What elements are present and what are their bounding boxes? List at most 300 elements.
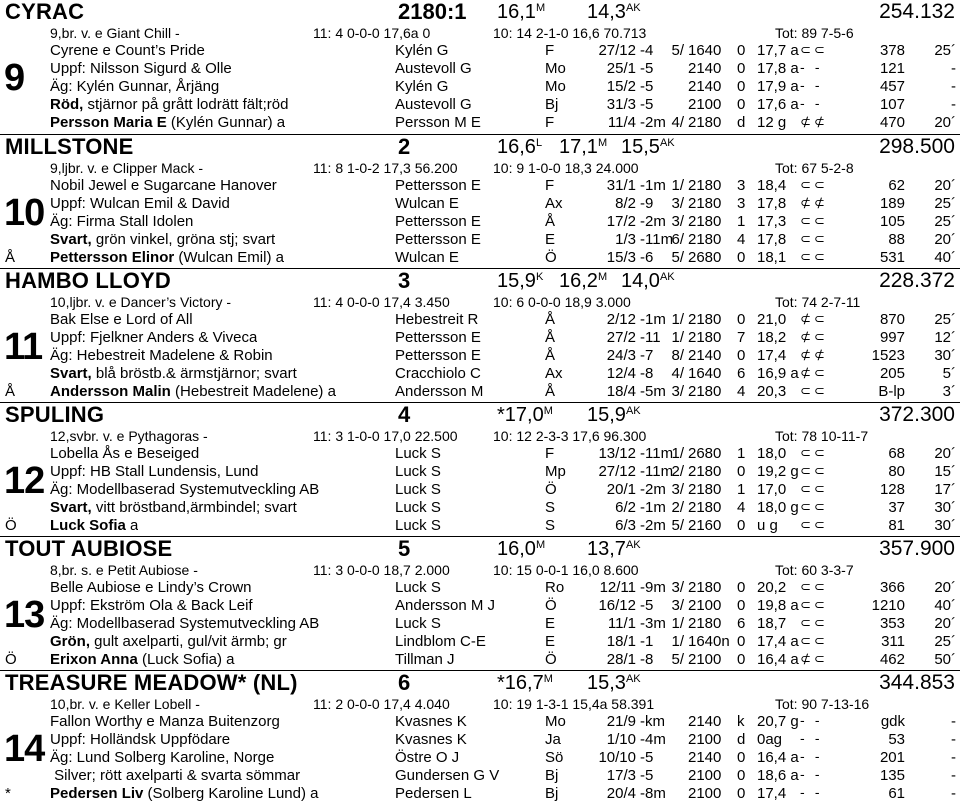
- placement: 6: [737, 615, 746, 632]
- start-row: [0, 731, 960, 749]
- prize: 25´: [934, 42, 956, 59]
- placement: 6: [737, 365, 746, 382]
- start-date: 15/2: [606, 78, 636, 95]
- record-time: 14,0: [621, 270, 660, 292]
- race-info: -8m: [640, 785, 666, 802]
- row-label-bold: Andersson Malin: [50, 383, 171, 400]
- placement: 4: [737, 231, 746, 248]
- shoe-info: ⊂⊂: [800, 214, 828, 229]
- record: [497, 135, 559, 159]
- start-row: [0, 713, 960, 731]
- track: F: [545, 445, 555, 462]
- start-post: 5/: [671, 651, 684, 668]
- odds: 462: [879, 651, 905, 668]
- prize: 50´: [934, 651, 956, 668]
- start-date: 13/12: [598, 445, 636, 462]
- horse-header: [0, 537, 960, 561]
- km-time: u g: [757, 517, 778, 534]
- horse-name: MILLSTONE: [5, 134, 134, 159]
- driver: Cracchiolo C: [395, 365, 481, 382]
- record-type: M: [543, 673, 553, 685]
- stats-2010: 10: 19 1-3-1 15,4a 58.391: [493, 696, 655, 712]
- driver: Pettersson E: [395, 177, 481, 194]
- race-info: -1m: [640, 499, 666, 516]
- distance: 2100: [688, 651, 722, 668]
- race-info: -5: [640, 60, 654, 77]
- odds: 81: [888, 517, 905, 534]
- start-post: 3/: [671, 383, 684, 400]
- driver: Luck S: [395, 517, 441, 534]
- start-date: 8/2: [615, 195, 636, 212]
- km-time: 0ag: [757, 731, 783, 748]
- km-time: 17,8 a: [757, 60, 799, 77]
- prize: 25´: [934, 311, 956, 328]
- driver: Luck S: [395, 481, 441, 498]
- program-number: 11: [4, 326, 43, 368]
- row-label-text: Lobella Ås e Beseiged: [50, 445, 200, 462]
- km-time: 16,4 a: [757, 651, 799, 668]
- start-date: 12/11: [599, 579, 636, 596]
- program-number: 9: [4, 57, 25, 99]
- prize: -: [951, 731, 956, 748]
- row-label: [50, 383, 336, 401]
- track: Å: [545, 347, 556, 364]
- row-label-text: Uppf: Nilsson Sigurd & Olle: [50, 60, 232, 77]
- start-date: 11/1: [607, 615, 636, 632]
- km-time: 18,7: [757, 615, 787, 632]
- row-label: [50, 329, 257, 347]
- track: E: [545, 231, 556, 248]
- start-row: [0, 463, 960, 481]
- driver: Pettersson E: [395, 213, 481, 230]
- prize: -: [951, 749, 956, 766]
- record-type: M: [597, 271, 608, 283]
- odds: 80: [888, 463, 905, 480]
- track: E: [545, 615, 556, 632]
- record-list: [497, 135, 683, 159]
- prize: 20´: [934, 231, 956, 248]
- program-number: 13: [4, 594, 45, 636]
- race-info: -8: [640, 651, 654, 668]
- prize: 30´: [934, 347, 956, 364]
- km-time: 12 g: [757, 114, 787, 131]
- stats-total: Tot: 89 7-5-6: [775, 25, 854, 41]
- row-label: [50, 785, 319, 803]
- start-date: 28/1: [606, 651, 636, 668]
- distance: 2140: [688, 713, 722, 730]
- row-label: [50, 195, 230, 213]
- row-label-text: Äg: Kylén Gunnar, Årjäng: [50, 78, 220, 95]
- shoe-info: - -: [800, 768, 823, 783]
- placement: 0: [737, 463, 746, 480]
- distance: 2140: [688, 749, 722, 766]
- start-number: 2180:1: [398, 0, 467, 24]
- distance: 2180: [688, 213, 722, 230]
- record: [621, 269, 683, 293]
- prize: -: [951, 60, 956, 77]
- start-date: 11/4: [607, 114, 636, 131]
- placement: 0: [737, 42, 746, 59]
- distance: 2160: [688, 517, 722, 534]
- start-row: [0, 78, 960, 96]
- horse-entry: [0, 536, 960, 670]
- record-time: 15,3: [587, 672, 626, 694]
- race-info: -5m: [640, 383, 666, 400]
- row-label-bold: Svart,: [50, 365, 92, 382]
- odds: 311: [881, 633, 905, 650]
- row-label-text: vitt bröstband,ärmbindel; svart: [91, 499, 297, 516]
- km-time: 18,4: [757, 177, 787, 194]
- driver: Kvasnes K: [395, 731, 467, 748]
- row-label-bold: Svart,: [50, 499, 92, 516]
- start-post: 2/: [671, 499, 684, 516]
- placement: 0: [737, 96, 746, 113]
- distance: 2180: [688, 463, 722, 480]
- placement: 4: [737, 499, 746, 516]
- race-info: -6: [640, 249, 654, 266]
- horse-entry: [0, 268, 960, 402]
- record-type: AK: [659, 271, 675, 283]
- start-number: 5: [398, 536, 411, 561]
- horse-info: [0, 695, 960, 713]
- driver: Wulcan E: [395, 249, 459, 266]
- shoe-info: - -: [800, 732, 823, 747]
- row-label: [50, 347, 273, 365]
- start-date: 20/1: [606, 481, 636, 498]
- earnings: 372.300: [879, 403, 955, 426]
- pedigree: 12,svbr. v. e Pythagoras -: [50, 428, 208, 444]
- race-info: -1: [640, 633, 654, 650]
- horse-entry: [0, 0, 960, 134]
- track: S: [545, 517, 556, 534]
- row-label-text: Äg: Lund Solberg Karoline, Norge: [50, 749, 275, 766]
- km-time: 19,8 a: [757, 597, 799, 614]
- record: [559, 135, 621, 159]
- track: Mo: [545, 78, 566, 95]
- pedigree: 10,br. v. e Keller Lobell -: [50, 696, 200, 712]
- record: [497, 403, 587, 427]
- track: F: [545, 177, 555, 194]
- distance: 2140: [688, 347, 722, 364]
- shoe-info: ⊂⊂: [800, 250, 828, 265]
- earnings: 357.900: [879, 537, 955, 560]
- odds: 378: [879, 42, 905, 59]
- distance: 2180: [688, 481, 722, 498]
- prize: 30´: [934, 499, 956, 516]
- row-label-text: (Luck Sofia) a: [137, 651, 235, 668]
- start-row: [0, 195, 960, 213]
- stats-2010: 10: 12 2-3-3 17,6 96.300: [493, 428, 647, 444]
- start-post: 5/: [671, 249, 684, 266]
- prize: -: [951, 767, 956, 784]
- earnings: 298.500: [879, 135, 955, 158]
- start-date: 17/2: [606, 213, 636, 230]
- odds: 88: [888, 231, 905, 248]
- row-label: [50, 96, 288, 114]
- record-time: 16,2: [559, 270, 598, 292]
- record: [497, 0, 587, 24]
- record-time: 15,9: [587, 404, 626, 426]
- track: Ö: [545, 481, 557, 498]
- track: Ax: [545, 195, 563, 212]
- driver-prefix: *: [5, 785, 11, 802]
- driver: Gundersen G V: [395, 767, 500, 784]
- shoe-info: - -: [800, 714, 823, 729]
- prize: 25´: [934, 195, 956, 212]
- record-type: K: [535, 271, 544, 283]
- odds: 205: [879, 365, 905, 382]
- record-list: [497, 403, 677, 427]
- driver-prefix: Å: [5, 249, 16, 266]
- stats-total: Tot: 78 10-11-7: [775, 428, 869, 444]
- row-label: [50, 651, 235, 669]
- horse-name: HAMBO LLOYD: [5, 268, 171, 293]
- row-label-text: Uppf: Wulcan Emil & David: [50, 195, 230, 212]
- shoe-info: ⊂⊂: [800, 500, 828, 515]
- start-row: [0, 329, 960, 347]
- start-number: 6: [398, 670, 411, 695]
- km-time: 19,2 g: [757, 463, 799, 480]
- prize: 25´: [934, 213, 956, 230]
- row-label-text: Belle Aubiose e Lindy’s Crown: [50, 579, 252, 596]
- row-label-text: gult axelparti, gul/vit ärmb; gr: [90, 633, 287, 650]
- km-time: 17,6 a: [757, 96, 799, 113]
- row-label: [50, 78, 219, 96]
- horse-info: [0, 24, 960, 42]
- start-date: 1/3: [615, 231, 636, 248]
- earnings: 344.853: [879, 671, 955, 694]
- driver: Pettersson E: [395, 347, 481, 364]
- start-row: [0, 383, 960, 401]
- odds: 128: [879, 481, 905, 498]
- start-post: 1/: [671, 633, 684, 650]
- record-time: *17,0: [497, 404, 544, 426]
- row-label: [50, 481, 319, 499]
- stats-2011: 11: 3 0-0-0 18,7 2.000: [313, 562, 450, 578]
- row-label: [50, 60, 232, 78]
- driver: Kvasnes K: [395, 713, 467, 730]
- start-date: 27/2: [606, 329, 636, 346]
- race-info: -2m: [640, 481, 666, 498]
- race-info: -8: [640, 365, 654, 382]
- record: [587, 403, 677, 427]
- odds: 121: [879, 60, 905, 77]
- start-date: 17/3: [606, 767, 636, 784]
- driver-prefix: Ö: [5, 651, 17, 668]
- row-label: [50, 177, 277, 195]
- row-label-text: Nobil Jewel e Sugarcane Hanover: [50, 177, 277, 194]
- odds: 470: [879, 114, 905, 131]
- record-type: AK: [625, 405, 641, 417]
- start-row: [0, 60, 960, 78]
- placement: 0: [737, 311, 746, 328]
- driver: Östre O J: [395, 749, 460, 766]
- start-post: 3/: [671, 579, 684, 596]
- horse-header: [0, 0, 960, 24]
- driver: Kylén G: [395, 78, 449, 95]
- placement: 1: [737, 481, 746, 498]
- prize: 30´: [934, 517, 956, 534]
- distance: 2180: [688, 195, 722, 212]
- track: Ö: [545, 249, 557, 266]
- shoe-info: ⊄⊄: [800, 348, 828, 363]
- distance: 2140: [688, 60, 722, 77]
- driver: Andersson M J: [395, 597, 496, 614]
- record-time: *16,7: [497, 672, 544, 694]
- placement: 0: [737, 749, 746, 766]
- odds: 189: [879, 195, 905, 212]
- prize: 15´: [934, 463, 956, 480]
- distance: 2180: [688, 177, 722, 194]
- start-row: [0, 499, 960, 517]
- km-time: 18,2: [757, 329, 787, 346]
- odds: B-lp: [878, 383, 905, 400]
- start-post: 5/: [671, 517, 684, 534]
- driver: Pedersen L: [395, 785, 472, 802]
- record-type: M: [597, 137, 608, 149]
- row-label-bold: Luck Sofia: [50, 517, 126, 534]
- start-row: [0, 517, 960, 535]
- driver: Austevoll G: [395, 96, 472, 113]
- track: Mo: [545, 60, 566, 77]
- km-time: 20,3: [757, 383, 787, 400]
- start-post: 1/: [671, 615, 684, 632]
- start-date: 12/4: [606, 365, 636, 382]
- record-list: [497, 537, 677, 561]
- shoe-info: ⊂⊂: [800, 464, 828, 479]
- horse-info: [0, 293, 960, 311]
- shoe-info: ⊂⊂: [800, 634, 828, 649]
- shoe-info: - -: [800, 61, 823, 76]
- row-label-text: Äg: Hebestreit Madelene & Robin: [50, 347, 273, 364]
- driver: Wulcan E: [395, 195, 459, 212]
- distance: 2100: [688, 731, 722, 748]
- horse-name: TREASURE MEADOW* (NL): [5, 670, 298, 695]
- driver-prefix: Ö: [5, 517, 17, 534]
- row-label: [50, 731, 230, 749]
- row-label-text: Uppf: Ekström Ola & Back Leif: [50, 597, 253, 614]
- start-date: 31/1: [606, 177, 636, 194]
- odds: 366: [879, 579, 905, 596]
- driver: Luck S: [395, 579, 441, 596]
- race-info: -4m: [640, 731, 666, 748]
- row-label-text: Uppf: Fjelkner Anders & Viveca: [50, 329, 258, 346]
- start-number: 3: [398, 268, 411, 293]
- row-label-text: Cyrene e Count’s Pride: [50, 42, 205, 59]
- row-label: [50, 249, 284, 267]
- race-info: -2m: [640, 517, 666, 534]
- start-row: [0, 579, 960, 597]
- odds: 53: [888, 731, 905, 748]
- odds: 201: [879, 749, 905, 766]
- placement: 0: [737, 249, 746, 266]
- horse-entry: [0, 402, 960, 536]
- row-label: [50, 114, 285, 132]
- race-info: -5: [640, 96, 654, 113]
- start-number: 2: [398, 134, 411, 159]
- km-time: 16,4 a: [757, 749, 799, 766]
- record: [559, 269, 621, 293]
- prize: 5´: [942, 365, 956, 382]
- shoe-info: ⊄⊄: [800, 196, 828, 211]
- record-type: AK: [659, 137, 675, 149]
- prize: 3´: [942, 383, 956, 400]
- pedigree: 9,ljbr. v. e Clipper Mack -: [50, 160, 204, 176]
- race-info: -4: [640, 42, 654, 59]
- race-info: -1m: [640, 311, 666, 328]
- record-list: [497, 269, 683, 293]
- start-date: 31/3: [606, 96, 636, 113]
- race-info: -11m: [640, 231, 674, 248]
- row-label-text: Bak Else e Lord of All: [50, 311, 193, 328]
- record-time: 13,7: [587, 538, 626, 560]
- row-label: [50, 445, 199, 463]
- start-date: 6/3: [615, 517, 636, 534]
- record-time: 16,6: [497, 136, 536, 158]
- track: Ro: [545, 579, 565, 596]
- record-type: M: [535, 2, 546, 14]
- row-label: [50, 463, 258, 481]
- driver: Persson M E: [395, 114, 481, 131]
- placement: d: [737, 114, 746, 131]
- record: [587, 0, 677, 24]
- distance: 2180: [688, 114, 722, 131]
- distance: 2100: [688, 767, 722, 784]
- distance: 2680: [688, 445, 722, 462]
- record-time: 14,3: [587, 1, 626, 23]
- shoe-info: - -: [800, 750, 823, 765]
- row-label-text: Uppf: HB Stall Lundensis, Lund: [50, 463, 259, 480]
- horse-header: [0, 135, 960, 159]
- row-label-text: a: [125, 517, 139, 534]
- start-row: [0, 177, 960, 195]
- row-label: [50, 597, 253, 615]
- record: [497, 537, 587, 561]
- start-post: 1/: [671, 329, 684, 346]
- start-date: 15/3: [606, 249, 636, 266]
- placement: 0: [737, 517, 746, 534]
- distance: 2180: [688, 383, 722, 400]
- pedigree: 9,br. v. e Giant Chill -: [50, 25, 180, 41]
- start-date: 18/1: [606, 633, 636, 650]
- start-post: 6/: [671, 231, 684, 248]
- shoe-info: ⊂⊂: [800, 616, 828, 631]
- horse-header: [0, 403, 960, 427]
- placement: 3: [737, 177, 746, 194]
- shoe-info: - -: [800, 786, 823, 801]
- row-label: [50, 365, 297, 383]
- driver: Austevoll G: [395, 60, 472, 77]
- odds: 62: [888, 177, 905, 194]
- stats-2011: 11: 3 1-0-0 17,0 22.500: [313, 428, 458, 444]
- placement: 3: [737, 195, 746, 212]
- placement: 0: [737, 767, 746, 784]
- row-label-text: grön vinkel, gröna stj; svart: [91, 231, 276, 248]
- placement: 0: [737, 651, 746, 668]
- row-label-bold: Röd,: [50, 96, 84, 113]
- stats-2010: 10: 14 2-1-0 16,6 70.713: [493, 25, 647, 41]
- distance: 2180: [688, 579, 722, 596]
- race-info: -7: [640, 347, 654, 364]
- start-row: [0, 633, 960, 651]
- distance: 2680: [688, 249, 722, 266]
- start-row: [0, 42, 960, 60]
- distance: 2180: [688, 329, 722, 346]
- km-time: 20,7 g: [757, 713, 799, 730]
- driver: Luck S: [395, 463, 441, 480]
- placement: k: [737, 713, 745, 730]
- horse-name: SPULING: [5, 402, 105, 427]
